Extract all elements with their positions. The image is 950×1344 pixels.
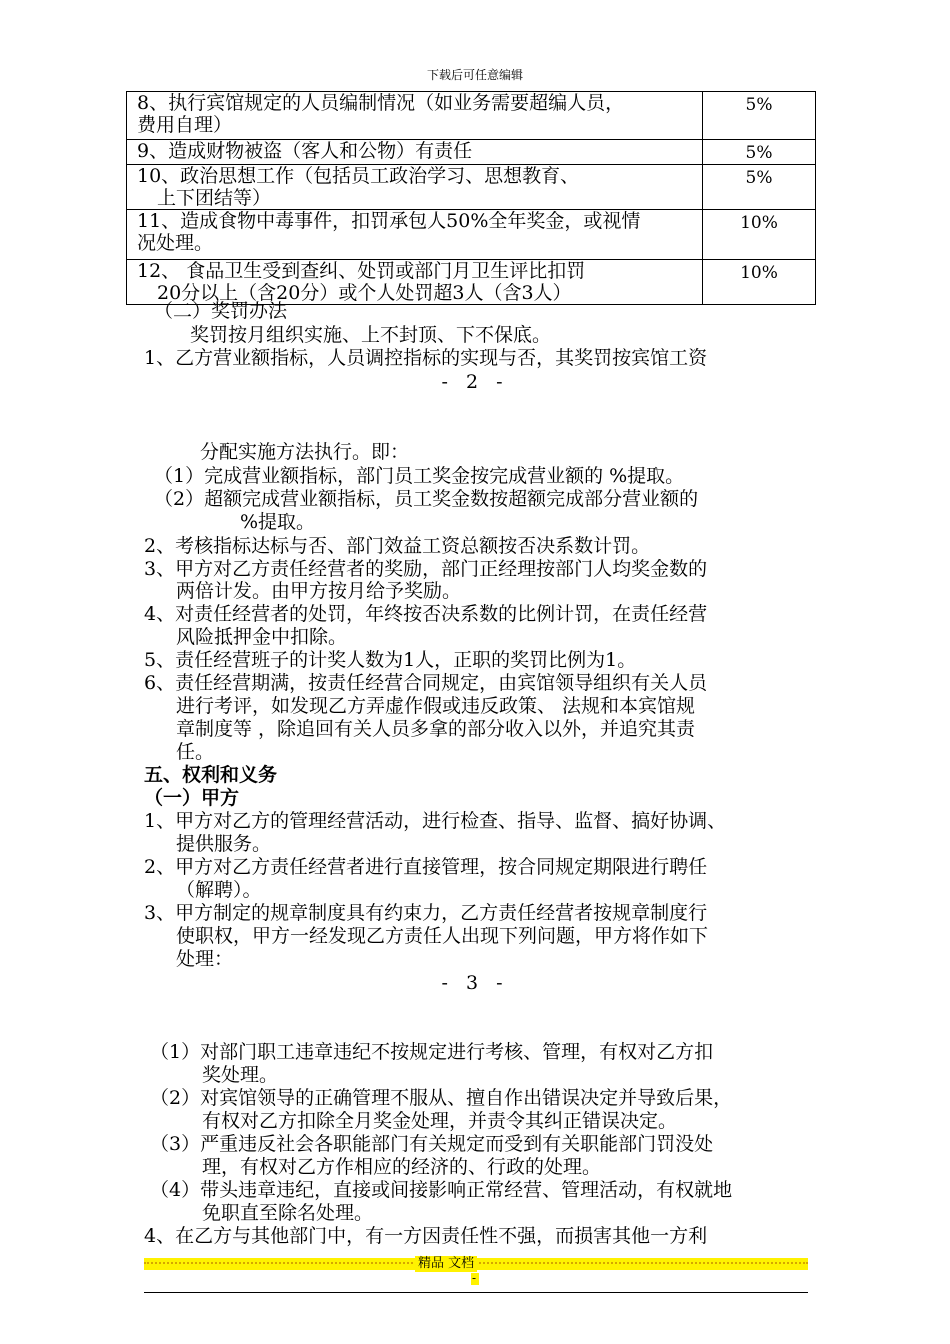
- paragraph-line: （3）严重违反社会各职能部门有关规定而受到有关职能部门罚没处: [150, 1133, 714, 1155]
- table-cell-percent: 10%: [703, 260, 816, 305]
- table-cell-item: 12、 食品卫生受到查纠、处罚或部门月卫生评比扣罚 20分以上（含20分）或个人处罚超3人（含3人）: [127, 260, 703, 305]
- paragraph-line: 奖处理。: [202, 1064, 279, 1086]
- paragraph-line: 免职直至除名处理。: [202, 1202, 374, 1224]
- table-cell-item: 9、造成财物被盗（客人和公物）有责任: [127, 140, 703, 165]
- paragraph-line: （解聘）。: [176, 879, 262, 901]
- paragraph-line: （1）对部门职工违章违纪不按规定进行考核、管理，有权对乙方扣: [150, 1041, 714, 1063]
- paragraph-line: 任。: [176, 741, 215, 763]
- paragraph-line: （2）超额完成营业额指标，员工奖金数按超额完成部分营业额的: [154, 488, 699, 510]
- paragraph-line: 2、考核指标达标与否、部门效益工资总额按否决系数计罚。: [144, 535, 651, 557]
- table-cell-item: 10、政治思想工作（包括员工政治学习、思想教育、 上下团结等）: [127, 165, 703, 210]
- paragraph-line: 2、甲方对乙方责任经营者进行直接管理，按合同规定期限进行聘任: [144, 856, 708, 878]
- page-header: 下载后可任意编辑: [426, 68, 523, 82]
- paragraph-line: （1）完成营业额指标，部门员工奖金按完成营业额的 %提取。: [154, 465, 685, 487]
- table-cell-percent: 10%: [703, 210, 816, 260]
- table-row: [127, 140, 816, 165]
- table-cell-percent: 5%: [703, 140, 816, 165]
- page-number: - 3 -: [441, 972, 509, 994]
- paragraph-line: 进行考评，如发现乙方弄虚作假或违反政策、 法规和本宾馆规: [176, 695, 696, 717]
- table-row: [127, 92, 816, 140]
- paragraph-line: 1、乙方营业额指标，人员调控指标的实现与否，其奖罚按宾馆工资: [144, 347, 708, 369]
- paragraph-line: 两倍计发。由甲方按月给予奖励。: [176, 580, 462, 602]
- page-number: - 2 -: [441, 371, 509, 393]
- footer-rule: [144, 1292, 808, 1293]
- section-heading: （二）奖罚办法: [154, 300, 288, 322]
- scoring-table: [126, 91, 816, 305]
- paragraph-line: 4、对责任经营者的处罚，年终按否决系数的比例计罚，在责任经营: [144, 603, 708, 625]
- paragraph-line: 有权对乙方扣除全月奖金处理，并责令其纠正错误决定。: [202, 1110, 678, 1132]
- table-row: [127, 260, 816, 305]
- paragraph-line: 处理：: [176, 948, 234, 970]
- table-cell-percent: 5%: [703, 165, 816, 210]
- paragraph-line: 1、甲方对乙方的管理经营活动，进行检查、指导、监督、搞好协调、: [144, 810, 727, 832]
- chapter-heading: 五、权利和义务: [144, 764, 278, 786]
- table-cell-item: 8、执行宾馆规定的人员编制情况（如业务需要超编人员， 费用自理）: [127, 92, 703, 140]
- table-row: [127, 165, 816, 210]
- paragraph-line: 使职权，甲方一经发现乙方责任人出现下列问题，甲方将作如下: [176, 925, 709, 947]
- paragraph-line: %提取。: [240, 511, 316, 533]
- paragraph-line: 5、责任经营班子的计奖人数为1人，正职的奖罚比例为1。: [144, 649, 637, 671]
- table-cell-item: 11、造成食物中毒事件，扣罚承包人50%全年奖金，或视情 况处理。: [127, 210, 703, 260]
- paragraph-line: 3、甲方对乙方责任经营者的奖励，部门正经理按部门人均奖金数的: [144, 558, 708, 580]
- paragraph-line: 分配实施方法执行。即：: [200, 441, 410, 463]
- footer-label: 精品 文档: [415, 1256, 477, 1272]
- paragraph-line: 风险抵押金中扣除。: [176, 626, 348, 648]
- paragraph-line: 6、责任经营期满，按责任经营合同规定，由宾馆领导组织有关人员: [144, 672, 708, 694]
- paragraph-line: （4）带头违章违纪，直接或间接影响正常经营、管理活动，有权就地: [150, 1179, 733, 1201]
- paragraph-line: 奖罚按月组织实施、上不封顶、下不保底。: [190, 324, 552, 346]
- paragraph-line: 理，有权对乙方作相应的经济的、行政的处理。: [202, 1156, 602, 1178]
- section-heading: （一）甲方: [144, 787, 240, 809]
- table-row: [127, 210, 816, 260]
- footer-tail: -: [472, 1271, 477, 1285]
- paragraph-line: 提供服务。: [176, 833, 272, 855]
- paragraph-line: 章制度等 ，除追回有关人员多拿的部分收入以外，并追究其责: [176, 718, 696, 740]
- table-cell-percent: 5%: [703, 92, 816, 140]
- paragraph-line: （2）对宾馆领导的正确管理不服从、擅自作出错误决定并导致后果，: [150, 1087, 733, 1109]
- paragraph-line: 4、在乙方与其他部门中，有一方因责任性不强，而损害其他一方利: [144, 1225, 708, 1247]
- paragraph-line: 3、甲方制定的规章制度具有约束力，乙方责任经营者按规章制度行: [144, 902, 708, 924]
